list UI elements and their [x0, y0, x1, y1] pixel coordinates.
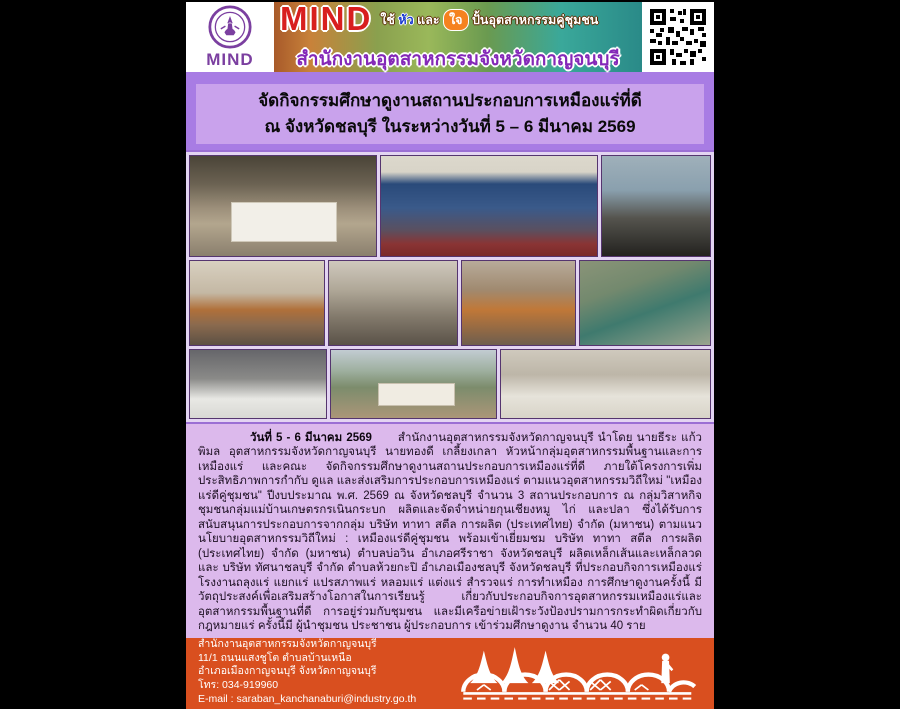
mind-tagline	[380, 9, 598, 34]
tagline-heart-badge: ใจ	[443, 9, 468, 31]
kanchanaburi-landmarks-silhouette-icon	[454, 642, 704, 702]
qr-panel	[642, 2, 714, 72]
footer-phone: โทร: 034-919960	[198, 679, 279, 692]
article-body-text: สำนักงานอุตสาหกรรมจังหวัดกาญจนบุรี นำโดย นายธีระ แก้วพิมล อุตสาหกรรมจังหวัดกาญจนบุรี นายทองดี เกลี้ยงเกลา หัวหน้ากลุ่มอุตสาหกรรมพื้นฐานและการเหมืองแร่ และคณะ จัดกิจกรรมศึกษาดูงานสถานประกอบการเหมืองแร่ที่ดี ภายใต้โครงการเพิ่มประสิทธิภาพการกำกับ ดูแล และส่งเสริมการประกอบการเหมืองแร่ ตามแนวอุตสาหกรรมวิถีใหม่ "เหมืองแร่ดีคู่ชุมชน" ปีงบประมาณ พ.ศ. 2569 ณ จังหวัดชลบุรี จำนวน 3 สถานประกอบการ ณ กลุ่มวิสาหกิจชุมชนกลุ่มแม่บ้านเกษตรกรเนินกระบก ผลิตและจัดจำหน่ายกุนเชียงหมู ไก่ และปลา ซึ่งได้รับการสนับสนุนการประกอบการจากกลุ่ม บริษัท ทาทา สตีล การผลิต (ประเทศไทย) จำกัด (มหาชน) ตามแนวนโยบายอุตสาหกรรมวิถีใหม่ : เหมืองแร่ดีคู่ชุมชน พร้อมเข้าเยี่ยมชม บริษัท ทาทา สตีล การผลิต (ประเทศไทย) จำกัด (มหาชน) ตำบลบ่อวิน อำเภอศรีราชา จังหวัดชลบุรี ผลิตเหล็กเส้นและเหล็กลวด และ บริษัท ทัศนาชลบุรี จำกัด ตำบลห้วยกะปิ อำเภอเมืองชลบุรี จังหวัดชลบุรี ที่ประกอบกิจการเหมืองแร่ โรงงานถลุงแร่ แยกแร่ แปรสภาพแร่ หลอมแร่ แต่งแร่ สำรวจแร่ การทำเหมือง การศึกษาดูงานครั้งนี้ มีวัตถุประสงค์เพื่อเสริมสร้างโอกาสในการเรียนรู้ เกี่ยวกับประกอบกิจการอุตสาหกรรมเหมืองแร่และอุตสาหกรรมพื้นฐานที่ดี การอยู่ร่วมกับชุมชน และมีเครือข่ายเฝ้าระวังป้องปรามการกระทำผิดเกี่ยวกับกฎหมายแร่ ครั้งนี้มี ผู้นำชุมชน ประชาชน ผู้ประกอบการ เข้าร่วมศึกษาดูงาน จำนวน 40 ราย	[198, 432, 702, 633]
article-paragraph	[198, 431, 702, 634]
photo-seminar-room	[500, 349, 711, 419]
poster-page	[186, 0, 714, 706]
purple-divider-bar	[186, 72, 714, 80]
footer-address-line2: อำเภอเมืองกาญจนบุรี จังหวัดกาญจนบุรี	[198, 665, 377, 678]
office-name-headline: สำนักงานอุตสาหกรรมจังหวัดกาญจนบุรี	[296, 49, 620, 70]
article-section	[186, 424, 714, 638]
photo-stage-hall	[380, 155, 598, 257]
tagline-head-word: หัว	[398, 13, 414, 28]
mind-wordmark: MIND	[280, 0, 373, 37]
title-line-2: ณ จังหวัดชลบุรี ในระหว่างวันที่ 5 – 6 มีนาคม 2569	[264, 117, 636, 136]
photo-officer-pointing	[601, 155, 711, 257]
article-date: วันที่ 5 - 6 มีนาคม 2569	[250, 432, 372, 444]
header-top-row	[280, 0, 636, 37]
photo-mine-pit	[579, 260, 711, 346]
header-photo-banner	[274, 2, 642, 72]
footer-office-name: สำนักงานอุตสาหกรรมจังหวัดกาญจนบุรี	[198, 637, 377, 650]
footer-address-line1: 11/1 ถนนแสงชูโต ตำบลบ้านเหนือ	[198, 651, 352, 664]
collage-row-1	[189, 155, 711, 257]
photo-mine-group-banner	[330, 349, 497, 419]
ministry-logo-panel	[186, 2, 274, 72]
mind-logo-word: MIND	[206, 49, 254, 69]
footer-contact-block	[198, 638, 448, 707]
photo-ceremony-wai	[461, 260, 576, 346]
title-banner	[196, 84, 704, 144]
photo-group-building	[189, 155, 377, 257]
tagline-use: ใช้	[380, 13, 395, 28]
footer-band	[186, 638, 714, 709]
footer-email: E-mail : saraban_kanchanaburi@industry.go.th	[198, 693, 417, 706]
photo-collage	[186, 150, 714, 424]
collage-row-3	[189, 349, 711, 419]
photo-seminar-table	[189, 349, 327, 419]
ministry-of-industry-seal-icon	[208, 5, 252, 49]
title-banner-section	[186, 80, 714, 150]
qr-code-icon	[647, 6, 709, 68]
tagline-rest: ปั้นอุตสาหกรรมคู่ชุมชน	[472, 13, 599, 28]
tagline-and: และ	[417, 13, 440, 28]
photo-lecture-audience	[328, 260, 459, 346]
title-line-1: จัดกิจกรรมศึกษาดูงานสถานประกอบการเหมืองแร่ที่ดี	[258, 90, 642, 110]
photo-souvenir-handover	[189, 260, 325, 346]
collage-row-2	[189, 260, 711, 346]
header-band	[186, 2, 714, 72]
header-texts	[274, 2, 642, 72]
